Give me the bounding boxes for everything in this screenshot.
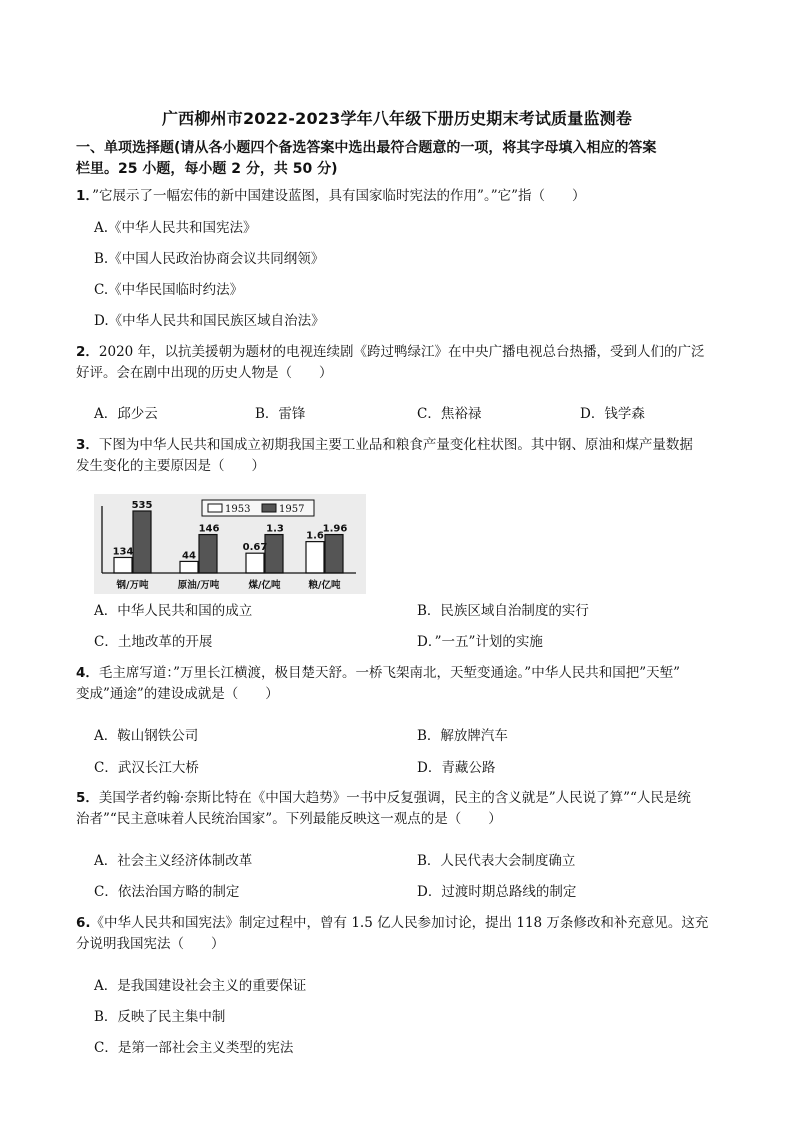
question-text-line-2: 变成”通途”的建设成就是（ ）	[76, 686, 279, 702]
section-heading-line-1: 一、单项选择题(请从各小题四个备选答案中选出最符合题意的一项，将其字母填入相应的答案	[76, 140, 657, 156]
q4-option-d: D．青藏公路	[417, 760, 496, 776]
production-bar-chart	[94, 494, 366, 594]
q4-option-b: B．解放牌汽车	[417, 728, 508, 744]
question-text-line-2: 好评。会在剧中出现的历史人物是（ ）	[76, 365, 333, 381]
q4-option-a: A．鞍山钢铁公司	[94, 728, 199, 744]
q6-option-b: B．反映了民主集中制	[94, 1009, 226, 1025]
data-label: 0.67	[242, 542, 268, 554]
category-tick-label: 钢/万吨	[116, 580, 149, 591]
data-label: 1.6	[306, 530, 324, 542]
q1-option-d: D.《中华人民共和国民族区域自治法》	[94, 313, 325, 329]
question-text-line-2: 治者”“民主意味着人民统治国家”。下列最能反映这一观点的是（ ）	[76, 811, 502, 827]
q2-option-c: C．焦裕禄	[417, 406, 482, 422]
q5-option-b: B．人民代表大会制度确立	[417, 853, 576, 869]
question-5	[76, 788, 756, 830]
bar-1957-3	[325, 535, 343, 573]
q3-option-d: D．”一五”计划的实施	[417, 634, 543, 650]
q5-option-a: A．社会主义经济体制改革	[94, 853, 253, 869]
q6-option-a: A．是我国建设社会主义的重要保证	[94, 978, 307, 994]
q2-option-b: B．雷锋	[255, 406, 306, 422]
question-text-line-1: 美国学者约翰·奈斯比特在《中国大趋势》一书中反复强调，民主的含义就是”人民说了算”“人民是统	[98, 790, 691, 806]
bar-1957-1	[199, 535, 217, 573]
q2-option-a: A．邱少云	[94, 406, 158, 422]
data-label: 1.3	[266, 523, 284, 535]
question-text-line-2: 发生变化的主要原因是（ ）	[76, 458, 265, 474]
data-label: 535	[131, 500, 153, 511]
q5-option-d: D．过渡时期总路线的制定	[417, 884, 577, 900]
bar-1953-1	[180, 561, 198, 573]
bar-1953-3	[306, 542, 324, 573]
q3-option-b: B．民族区域自治制度的实行	[417, 603, 589, 619]
q1-option-c: C.《中华民国临时约法》	[94, 282, 244, 298]
data-label: 146	[198, 523, 220, 535]
category-tick-label: 原油/万吨	[177, 580, 220, 591]
bar-1953-2	[246, 553, 264, 573]
q3-option-a: A．中华人民共和国的成立	[94, 603, 253, 619]
legend-swatch-1957	[262, 504, 276, 512]
category-tick-label: 粮/亿吨	[308, 580, 341, 591]
q1-option-a: A.《中华人民共和国宪法》	[94, 220, 257, 236]
category-tick-label: 煤/亿吨	[248, 580, 281, 591]
question-number: 2．	[76, 344, 99, 360]
page-title: 广西柳州市2022-2023学年八年级下册历史期末考试质量监测卷	[161, 109, 633, 128]
question-2	[76, 342, 756, 384]
bar-1957-2	[265, 535, 283, 573]
question-4	[76, 663, 756, 705]
legend-swatch-1953	[208, 504, 222, 512]
section-heading-line-2: 栏里。25 小题，每小题 2 分，共 50 分)	[76, 161, 338, 177]
question-number: 1．	[76, 188, 93, 204]
q2-option-d: D．钱学森	[580, 406, 645, 422]
question-text-line-1: 2020 年，以抗美援朝为题材的电视连续剧《跨过鸭绿江》在中央广播电视总台热播，受到人们的广泛	[98, 344, 705, 360]
data-label: 1.96	[322, 523, 348, 535]
question-3	[76, 435, 756, 477]
q3-option-c: C．土地改革的开展	[94, 634, 213, 650]
data-label: 44	[182, 550, 196, 562]
question-text: ”它展示了一幅宏伟的新中国建设蓝图，具有国家临时宪法的作用”。”它”指（ ）	[92, 188, 586, 204]
q4-option-c: C．武汉长江大桥	[94, 760, 199, 776]
bar-chart-svg	[94, 494, 366, 594]
question-text-line-1: 《中华人民共和国宪法》制定过程中，曾有 1.5 亿人民参加讨论，提出 118 万条修改和补充意见。这充	[90, 915, 709, 931]
question-text-line-1: 下图为中华人民共和国成立初期我国主要工业品和粮食产量变化柱状图。其中钢、原油和煤产量数据	[98, 437, 693, 453]
legend-label-1957: 1957	[279, 504, 305, 515]
question-1	[76, 186, 756, 207]
question-6	[76, 913, 756, 955]
question-number: 4．	[76, 665, 99, 681]
q6-option-c: C．是第一部社会主义类型的宪法	[94, 1040, 294, 1056]
q5-option-c: C．依法治国方略的制定	[94, 884, 240, 900]
question-number: 6.	[76, 915, 91, 931]
question-text-line-1: 毛主席写道：”万里长江横渡，极目楚天舒。一桥飞架南北，天堑变通途。”中华人民共和国把”天堑”	[98, 665, 681, 681]
question-number: 3．	[76, 437, 99, 453]
bar-1953-0	[114, 557, 132, 573]
bar-1957-0	[133, 511, 151, 573]
q1-option-b: B.《中国人民政治协商会议共同纲领》	[94, 251, 325, 267]
data-label: 134	[112, 546, 134, 558]
question-number: 5．	[76, 790, 99, 806]
question-text-line-2: 分说明我国宪法（ ）	[76, 936, 225, 952]
legend-label-1953: 1953	[225, 504, 251, 515]
